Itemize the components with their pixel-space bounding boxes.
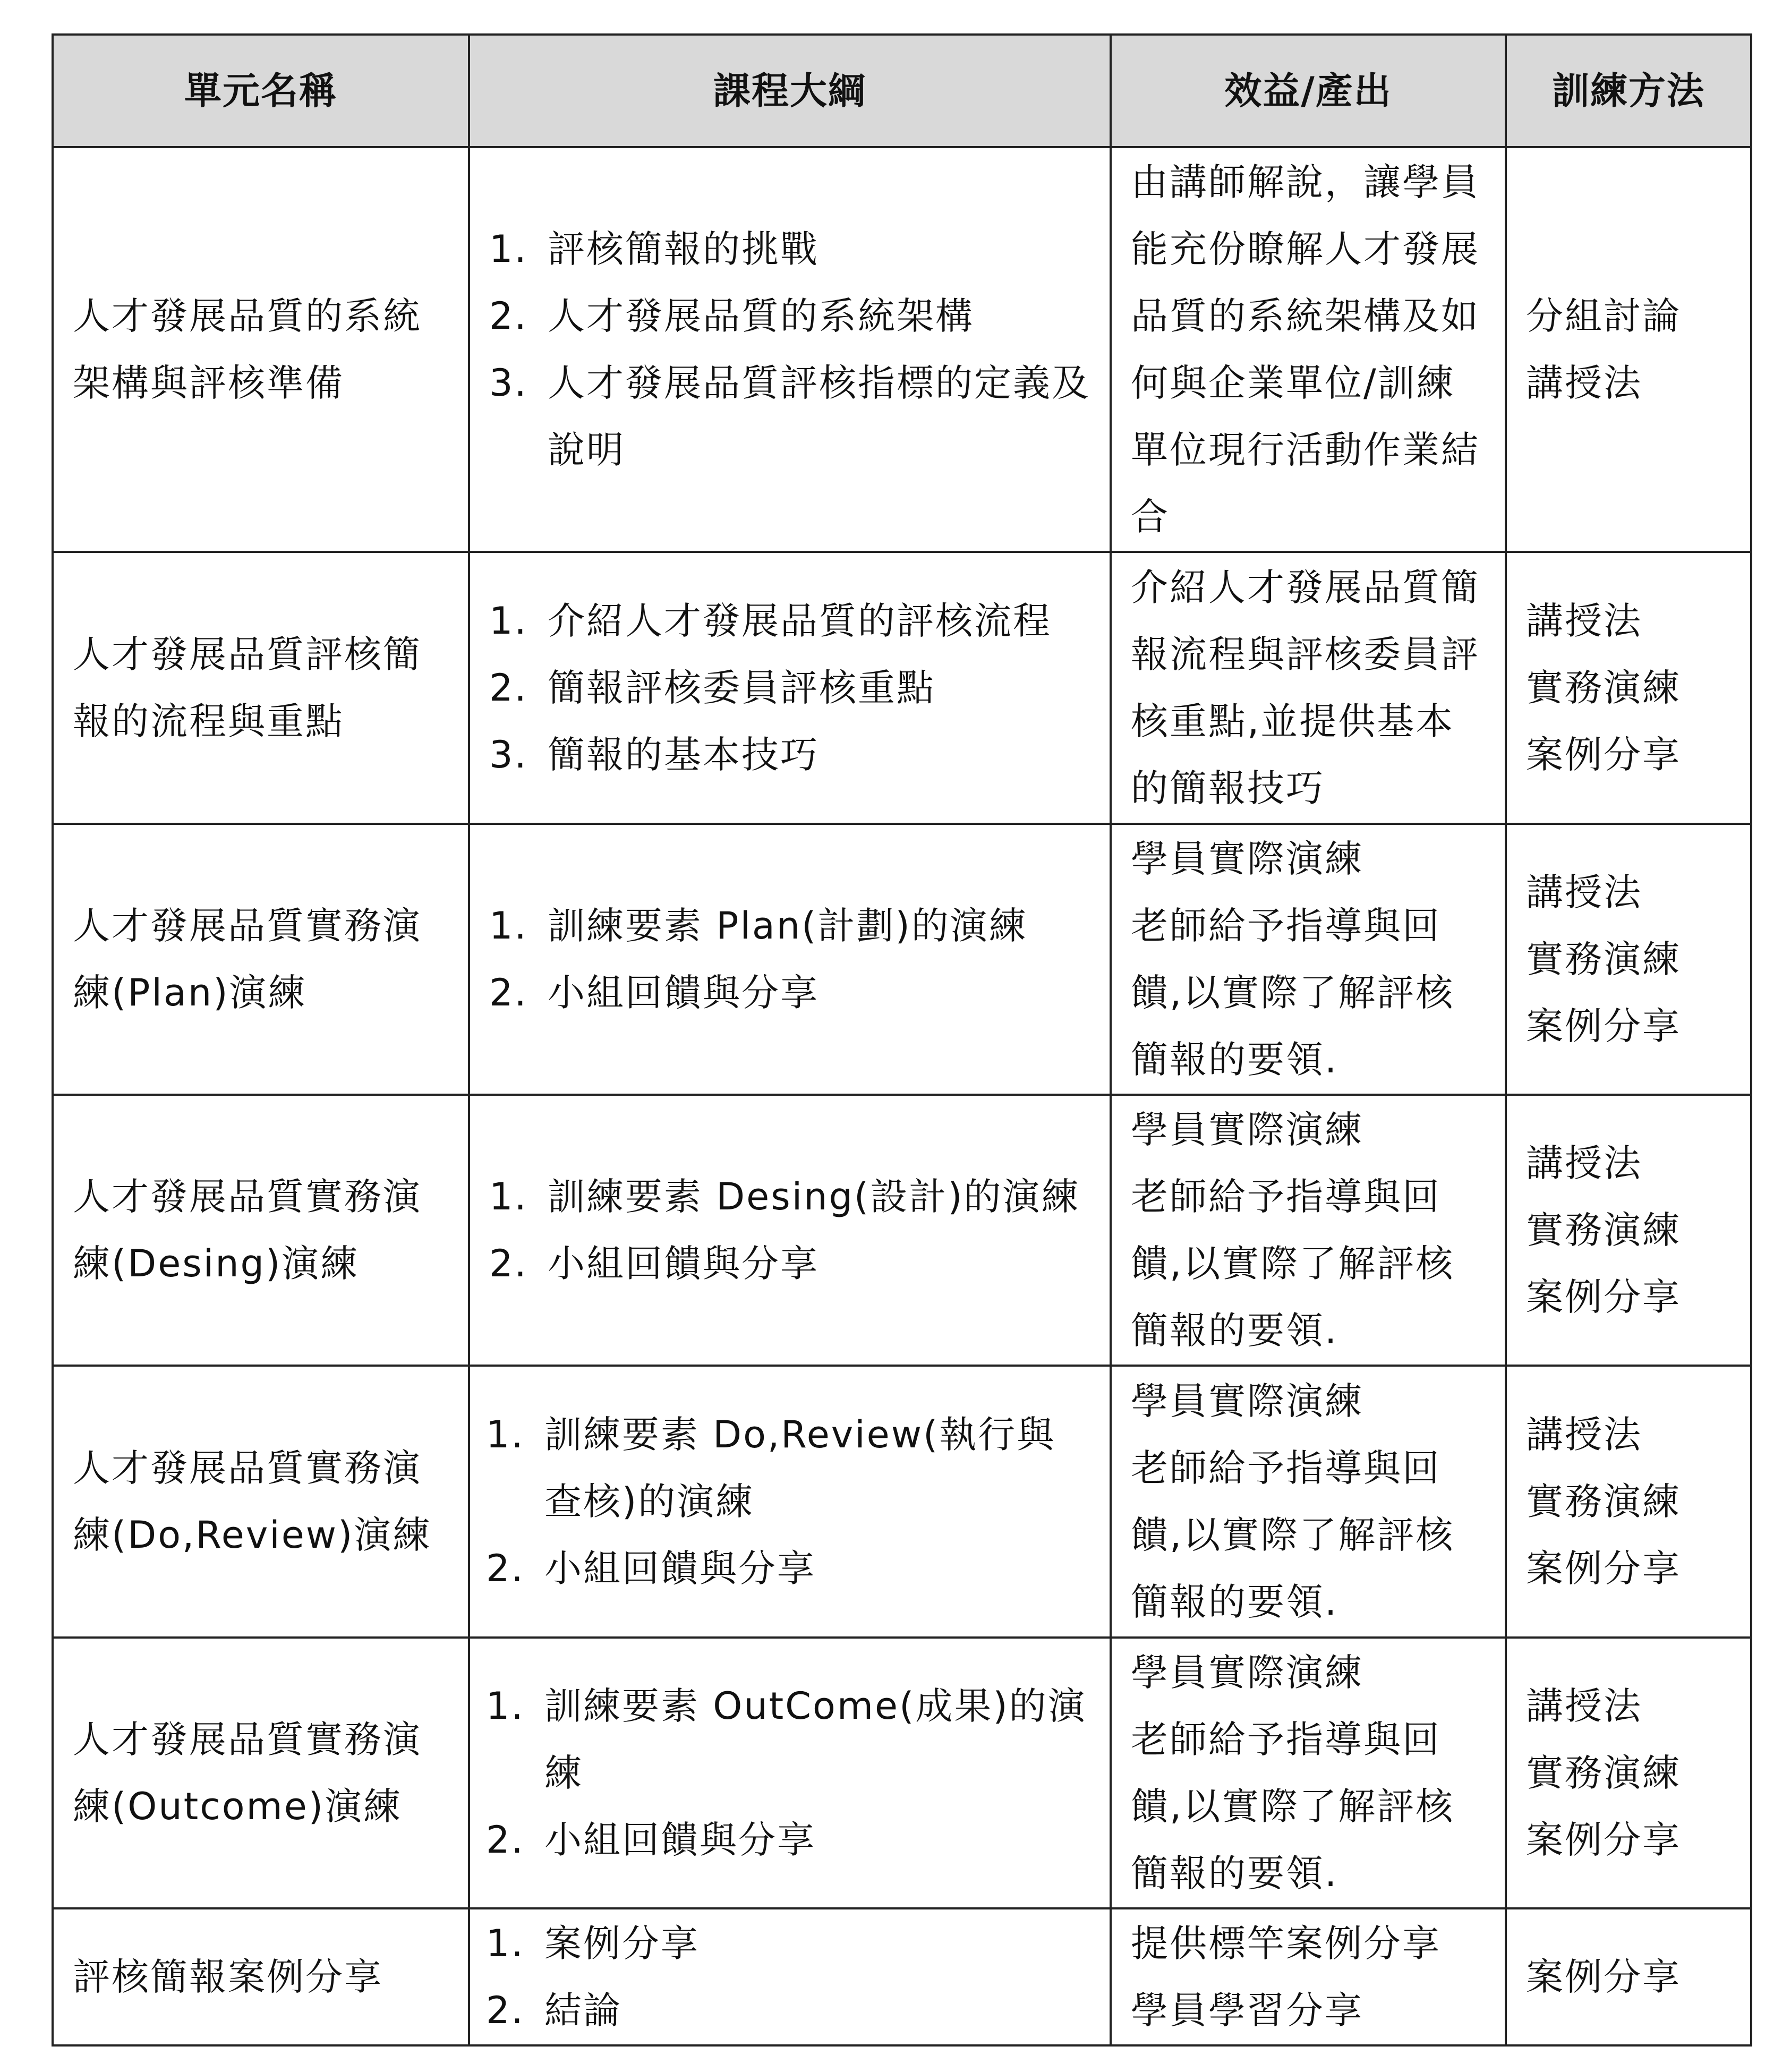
method-item: 案例分享 bbox=[1526, 733, 1681, 777]
course-outline-table bbox=[52, 33, 1752, 2047]
benefit-line: 饋,以實際了解評核 bbox=[1131, 1513, 1455, 1557]
unit-name-cell bbox=[53, 1366, 469, 1638]
item-text: 評核簡報的挑戰 bbox=[548, 227, 819, 271]
benefit-line: 饋,以實際了解評核 bbox=[1131, 1242, 1455, 1285]
benefit-line: 簡報的要領. bbox=[1131, 1580, 1338, 1624]
header-unit-name: 單元名稱 bbox=[53, 35, 469, 147]
outline-item bbox=[486, 1401, 1090, 1535]
benefit-line: 老師給予指導與回 bbox=[1131, 1718, 1441, 1761]
outline-item bbox=[489, 654, 1090, 721]
method-cell bbox=[1506, 552, 1751, 824]
outline-list bbox=[486, 1401, 1090, 1602]
item-text: 人才發展品質評核指標的定義及說明 bbox=[548, 361, 1090, 472]
outline-item bbox=[489, 721, 1090, 788]
method-cell bbox=[1506, 147, 1751, 552]
method-item: 案例分享 bbox=[1526, 1547, 1681, 1590]
benefit-line: 簡報的要領. bbox=[1131, 1852, 1338, 1895]
method-item: 實務演練 bbox=[1526, 937, 1681, 981]
item-text: 簡報評核委員評核重點 bbox=[548, 666, 935, 710]
item-number: 1. bbox=[489, 1175, 528, 1218]
unit-name-cell bbox=[53, 1095, 469, 1366]
method-item: 案例分享 bbox=[1526, 1275, 1681, 1319]
outline-cell bbox=[469, 824, 1111, 1095]
header-row bbox=[53, 35, 1751, 147]
unit-name-line: 評核簡報案例分享 bbox=[73, 1955, 383, 1999]
benefit-cell bbox=[1111, 552, 1506, 824]
benefit-line: 老師給予指導與回 bbox=[1131, 1446, 1441, 1490]
benefit-line: 學員實際演練 bbox=[1131, 1108, 1363, 1152]
item-text: 小組回饋與分享 bbox=[544, 1547, 816, 1590]
outline-item bbox=[489, 283, 1090, 349]
unit-name-line: 報的流程與重點 bbox=[73, 700, 344, 743]
method-cell bbox=[1506, 1638, 1751, 1908]
item-text: 小組回饋與分享 bbox=[548, 971, 819, 1014]
outline-list bbox=[489, 216, 1090, 483]
method-item: 講授法 bbox=[1526, 361, 1642, 405]
item-text: 小組回饋與分享 bbox=[544, 1818, 816, 1862]
outline-item bbox=[489, 959, 1090, 1026]
method-item: 實務演練 bbox=[1526, 1208, 1681, 1252]
outline-item bbox=[489, 1230, 1090, 1297]
unit-name-line: 人才發展品質的系統 bbox=[73, 294, 422, 338]
benefit-cell bbox=[1111, 824, 1506, 1095]
item-number: 1. bbox=[489, 904, 528, 948]
method-cell bbox=[1506, 824, 1751, 1095]
outline-list bbox=[489, 587, 1090, 788]
header-training-method: 訓練方法 bbox=[1506, 35, 1751, 147]
outline-item bbox=[486, 1806, 1090, 1873]
benefit-line: 簡報的要領. bbox=[1131, 1038, 1338, 1081]
table-row bbox=[53, 1366, 1751, 1638]
outline-item bbox=[486, 1910, 1090, 1977]
table-row bbox=[53, 824, 1751, 1095]
item-number: 2. bbox=[489, 666, 528, 710]
benefit-line: 學員學習分享 bbox=[1131, 1989, 1363, 2032]
outline-item bbox=[489, 892, 1090, 959]
item-number: 1. bbox=[486, 1413, 525, 1456]
item-number: 1. bbox=[489, 599, 528, 643]
benefit-text: 介紹人才發展品質簡報流程與評核委員評核重點,並提供基本的簡報技巧 bbox=[1131, 566, 1480, 810]
item-text: 結論 bbox=[544, 1989, 622, 2032]
item-number: 3. bbox=[489, 733, 528, 777]
header-course-outline: 課程大綱 bbox=[469, 35, 1111, 147]
method-item: 實務演練 bbox=[1526, 1480, 1681, 1523]
item-text: 人才發展品質的系統架構 bbox=[548, 294, 974, 338]
benefit-cell bbox=[1111, 1638, 1506, 1908]
outline-cell bbox=[469, 1095, 1111, 1366]
item-number: 2. bbox=[486, 1818, 525, 1862]
outline-cell bbox=[469, 1638, 1111, 1908]
method-item: 實務演練 bbox=[1526, 666, 1681, 710]
benefit-line: 簡報的要領. bbox=[1131, 1309, 1338, 1352]
benefit-line: 提供標竿案例分享 bbox=[1131, 1922, 1441, 1965]
unit-name-cell bbox=[53, 1908, 469, 2045]
item-number: 2. bbox=[489, 294, 528, 338]
outline-list bbox=[486, 1673, 1090, 1873]
benefit-text: 由講師解說，讓學員能充份瞭解人才發展品質的系統架構及如何與企業單位/訓練單位現行活動作業結合 bbox=[1131, 160, 1480, 539]
unit-name-line: 人才發展品質實務演 bbox=[73, 904, 422, 948]
unit-name-cell bbox=[53, 147, 469, 552]
item-number: 2. bbox=[489, 971, 528, 1014]
benefit-line: 老師給予指導與回 bbox=[1131, 904, 1441, 948]
item-number: 1. bbox=[489, 227, 528, 271]
table-row bbox=[53, 1095, 1751, 1366]
header-benefit-output: 效益/產出 bbox=[1111, 35, 1506, 147]
item-number: 1. bbox=[486, 1684, 525, 1728]
outline-list bbox=[489, 1163, 1090, 1297]
benefit-line: 學員實際演練 bbox=[1131, 1379, 1363, 1423]
unit-name-line: 架構與評核準備 bbox=[73, 361, 344, 405]
benefit-cell bbox=[1111, 147, 1506, 552]
method-item: 講授法 bbox=[1526, 1141, 1642, 1185]
table-row bbox=[53, 147, 1751, 552]
benefit-cell bbox=[1111, 1095, 1506, 1366]
unit-name-line: 人才發展品質實務演 bbox=[73, 1175, 422, 1218]
method-item: 案例分享 bbox=[1526, 1955, 1681, 1999]
method-cell bbox=[1506, 1908, 1751, 2045]
item-text: 訓練要素 Desing(設計)的演練 bbox=[548, 1175, 1080, 1218]
item-text: 訓練要素 Plan(計劃)的演練 bbox=[548, 904, 1028, 948]
outline-list bbox=[489, 892, 1090, 1026]
unit-name-line: 人才發展品質實務演 bbox=[73, 1718, 422, 1761]
item-text: 簡報的基本技巧 bbox=[548, 733, 819, 777]
method-cell bbox=[1506, 1366, 1751, 1638]
benefit-line: 學員實際演練 bbox=[1131, 1651, 1363, 1694]
unit-name-line: 人才發展品質評核簡 bbox=[73, 633, 422, 676]
method-item: 講授法 bbox=[1526, 871, 1642, 914]
unit-name-line: 人才發展品質實務演 bbox=[73, 1446, 422, 1490]
benefit-cell bbox=[1111, 1366, 1506, 1638]
method-item: 案例分享 bbox=[1526, 1004, 1681, 1048]
unit-name-line: 練(Desing)演練 bbox=[73, 1242, 360, 1285]
item-text: 訓練要素 OutCome(成果)的演練 bbox=[544, 1684, 1087, 1795]
unit-name-line: 練(Plan)演練 bbox=[73, 971, 307, 1014]
outline-cell bbox=[469, 1366, 1111, 1638]
item-number: 2. bbox=[486, 1989, 525, 2032]
benefit-line: 饋,以實際了解評核 bbox=[1131, 971, 1455, 1014]
outline-item bbox=[489, 1163, 1090, 1230]
outline-item bbox=[489, 216, 1090, 283]
benefit-line: 學員實際演練 bbox=[1131, 837, 1363, 881]
benefit-line: 老師給予指導與回 bbox=[1131, 1175, 1441, 1218]
item-text: 案例分享 bbox=[544, 1922, 700, 1965]
unit-name-cell bbox=[53, 552, 469, 824]
outline-cell bbox=[469, 1908, 1111, 2045]
item-text: 小組回饋與分享 bbox=[548, 1242, 819, 1285]
method-item: 案例分享 bbox=[1526, 1818, 1681, 1862]
item-number: 3. bbox=[489, 361, 528, 405]
outline-item bbox=[486, 1977, 1090, 2044]
benefit-cell bbox=[1111, 1908, 1506, 2045]
unit-name-cell bbox=[53, 824, 469, 1095]
table-row bbox=[53, 1638, 1751, 1908]
item-text: 訓練要素 Do,Review(執行與查核)的演練 bbox=[544, 1413, 1056, 1523]
method-item: 講授法 bbox=[1526, 1684, 1642, 1728]
outline-item bbox=[486, 1673, 1090, 1806]
item-number: 2. bbox=[489, 1242, 528, 1285]
outline-cell bbox=[469, 147, 1111, 552]
table-row bbox=[53, 1908, 1751, 2045]
method-item: 實務演練 bbox=[1526, 1751, 1681, 1795]
outline-item bbox=[486, 1535, 1090, 1602]
unit-name-line: 練(Outcome)演練 bbox=[73, 1785, 403, 1828]
item-number: 2. bbox=[486, 1547, 525, 1590]
outline-list bbox=[486, 1910, 1090, 2044]
outline-cell bbox=[469, 552, 1111, 824]
method-cell bbox=[1506, 1095, 1751, 1366]
unit-name-cell bbox=[53, 1638, 469, 1908]
outline-item bbox=[489, 587, 1090, 654]
unit-name-line: 練(Do,Review)演練 bbox=[73, 1513, 432, 1557]
item-text: 介紹人才發展品質的評核流程 bbox=[548, 599, 1052, 643]
method-item: 講授法 bbox=[1526, 1413, 1642, 1456]
benefit-line: 饋,以實際了解評核 bbox=[1131, 1785, 1455, 1828]
table-row bbox=[53, 552, 1751, 824]
method-item: 講授法 bbox=[1526, 599, 1642, 643]
item-number: 1. bbox=[486, 1922, 525, 1965]
outline-item bbox=[489, 349, 1090, 483]
method-item: 分組討論 bbox=[1526, 294, 1681, 338]
